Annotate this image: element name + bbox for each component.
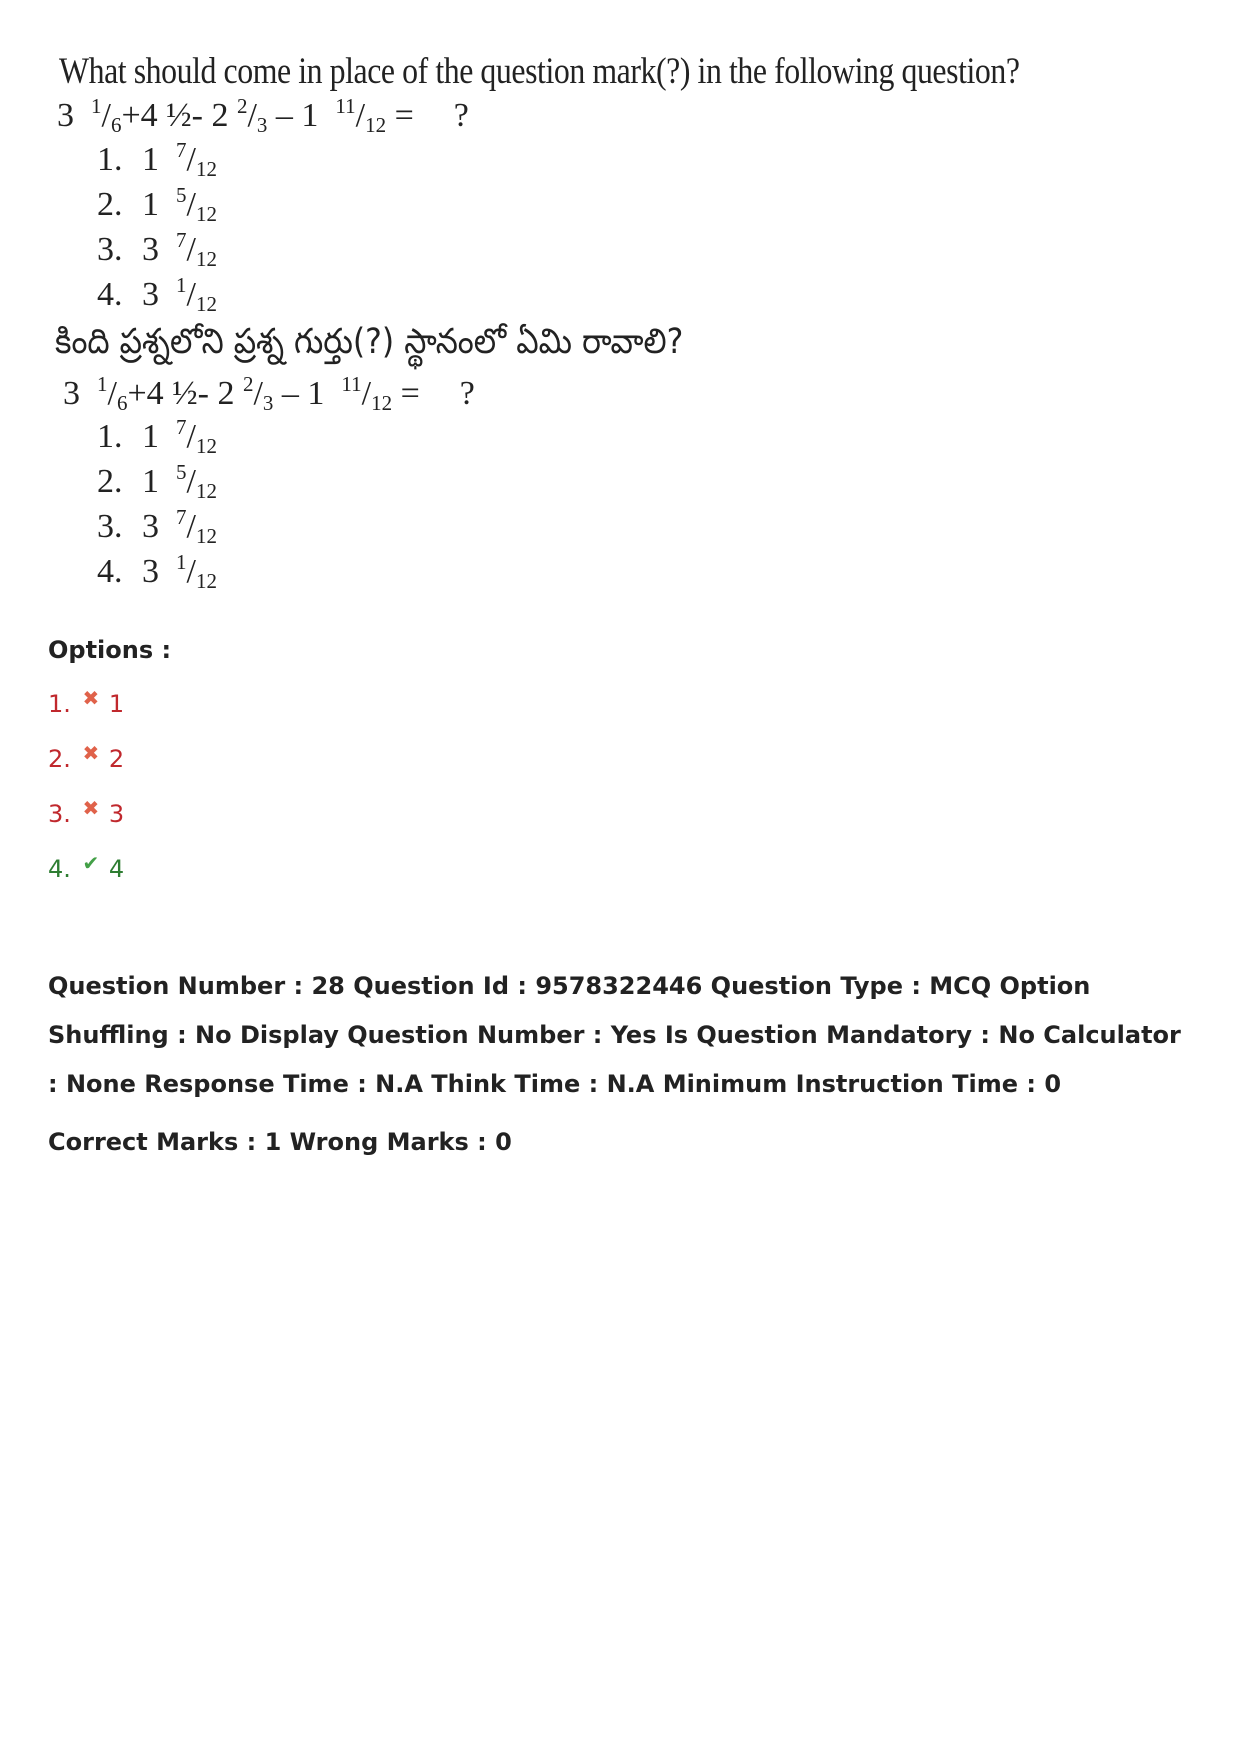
cross-icon: ✖ <box>82 686 100 710</box>
cross-icon: ✖ <box>82 741 100 765</box>
question-choice: 2. 1 $^5/_{12}$ <box>97 183 217 226</box>
question-choice: 1. 1 $^7/_{12}$ <box>97 415 217 458</box>
question-choice: 2. 1 $^5/_{12}$ <box>97 460 217 503</box>
question-choice: 1. 1 $^7/_{12}$ <box>97 138 217 181</box>
question-choice: 4. 3 $^1/_{12}$ <box>97 273 217 316</box>
question-expression: 3 $^1/_6+4$ ½- 2 $^2/_3 - 1$ $^{11}/_{12}$ = ? <box>63 372 475 415</box>
question-prompt-english: What should come in place of the question mark(?) in the following question? <box>59 51 1020 92</box>
answer-option-4: 4. ✔ 4 <box>48 851 125 883</box>
question-choice: 3. 3 $^7/_{12}$ <box>97 505 217 548</box>
answer-option-1: 1. ✖ 1 <box>48 686 125 718</box>
cross-icon: ✖ <box>82 796 100 820</box>
question-prompt-telugu: కింది ప్రశ్నలోని ప్రశ్న గుర్తు(?) స్థానంలో ఏమి రావాలి? <box>55 322 684 362</box>
check-icon: ✔ <box>82 851 100 875</box>
question-metadata: Question Number : 28 Question Id : 9578322446 Question Type : MCQ Option Shuffling : No Display Question Number : Yes Is Question Mandatory : No Calculator : None Response Time : N.A Think Time : N.A Minimum Instruction Time : 0 <box>48 972 1181 1098</box>
question-choice: 3. 3 $^7/_{12}$ <box>97 228 217 271</box>
answer-option-3: 3. ✖ 3 <box>48 796 125 828</box>
options-heading: Options : <box>48 636 172 664</box>
question-expression: 3 $^1/_6+4$ ½- 2 $^2/_3 - 1$ $^{11}/_{12}$ = ? <box>57 94 469 137</box>
answer-option-2: 2. ✖ 2 <box>48 741 125 773</box>
marks-info: Correct Marks : 1 Wrong Marks : 0 <box>48 1128 512 1156</box>
question-choice: 4. 3 $^1/_{12}$ <box>97 550 217 593</box>
question-image <box>55 50 1020 600</box>
